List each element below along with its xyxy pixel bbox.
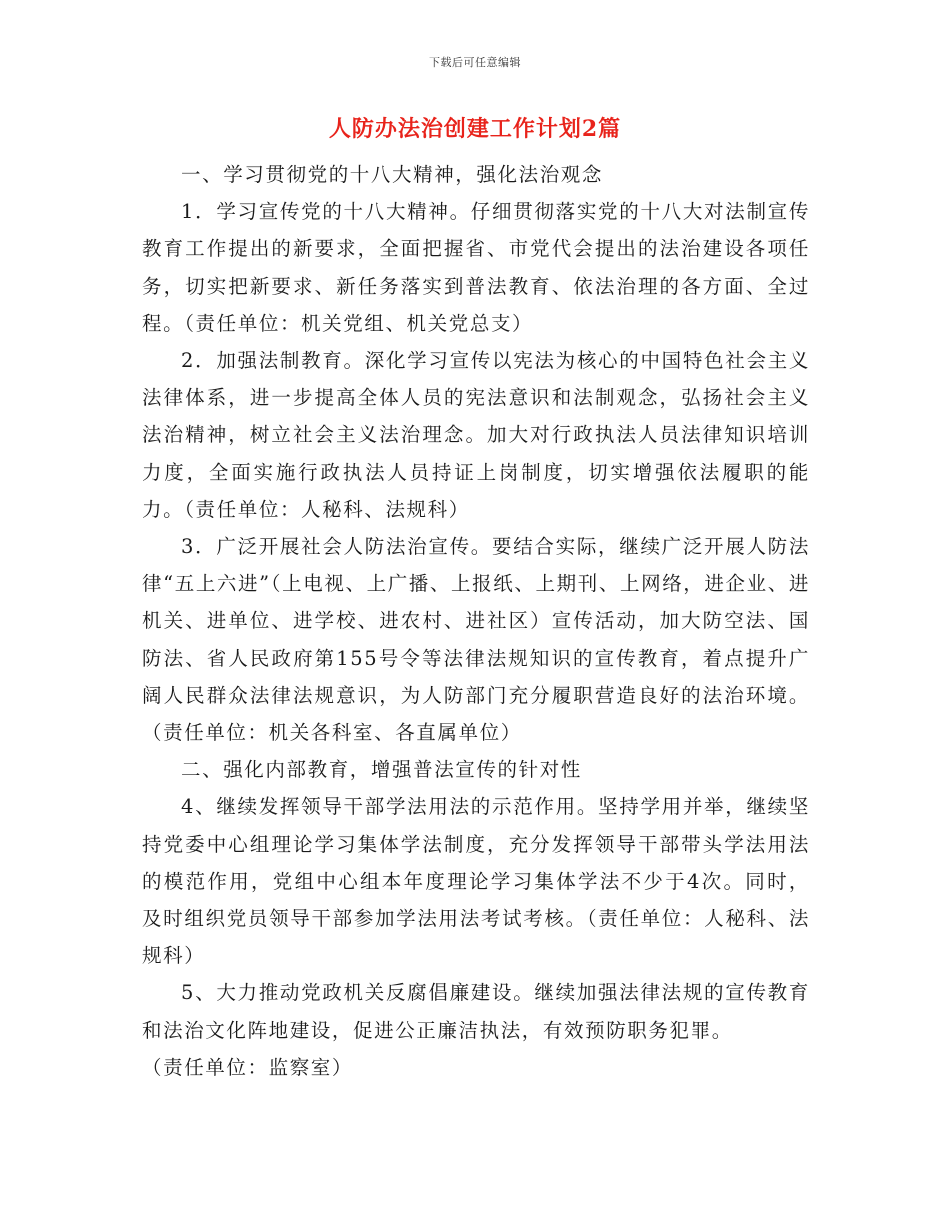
paragraph-item-3: 3．广泛开展社会人防法治宣传。要结合实际，继续广泛开展人防法律“五上六进”（上电视、上广播、上报纸、上期刊、上网络，进企业、进机关、进单位、进学校、进农村、进社区）宣传活动，加大防空法、国防法、省人民政府第155号令等法律法规知识的宣传教育，着点提升广阔人民群众法律法规意识，为人防部门充分履职营造良好的法治环境。（责任单位：机关各科室、各直属单位） xyxy=(142,535,810,745)
paragraph-item-1: 1．学习宣传党的十八大精神。仔细贯彻落实党的十八大对法制宣传教育工作提出的新要求，全面把握省、市党代会提出的法治建设各项任务，切实把新要求、新任务落实到普法教育、依法治理的各方面、全过程。（责任单位：机关党组、机关党总支） xyxy=(142,200,810,335)
paragraph-item-2: 2．加强法制教育。深化学习宣传以宪法为核心的中国特色社会主义法律体系，进一步提高全体人员的宪法意识和法制观念，弘扬社会主义法治精神，树立社会主义法治理念。加大对行政执法人员法律知识培训力度，全面实施行政执法人员持证上岗制度，切实增强依法履职的能力。（责任单位：人秘科、法规科） xyxy=(142,349,810,521)
document-body xyxy=(142,156,810,1086)
page-header-note: 下载后可任意编辑 xyxy=(429,56,521,69)
paragraph-item-5-responsibility: （责任单位：监察室） xyxy=(142,1055,354,1079)
document-title: 人防办法治创建工作计划2篇 xyxy=(328,116,622,142)
section-heading-1: 一、学习贯彻党的十八大精神，强化法治观念 xyxy=(181,163,604,186)
paragraph-item-5: 5、大力推动党政机关反腐倡廉建设。继续加强法律法规的宣传教育和法治文化阵地建设，促进公正廉洁执法，有效预防职务犯罪。 xyxy=(142,981,810,1042)
section-heading-2: 二、强化内部教育，增强普法宣传的针对性 xyxy=(181,758,582,782)
paragraph-item-4: 4、继续发挥领导干部学法用法的示范作用。坚持学用并举，继续坚持党委中心组理论学习集体学法制度，充分发挥领导干部带头学法用法的模范作用，党组中心组本年度理论学习集体学法不少于4次。同时，及时组织党员领导干部参加学法用法考试考核。（责任单位：人秘科、法规科） xyxy=(142,795,810,968)
